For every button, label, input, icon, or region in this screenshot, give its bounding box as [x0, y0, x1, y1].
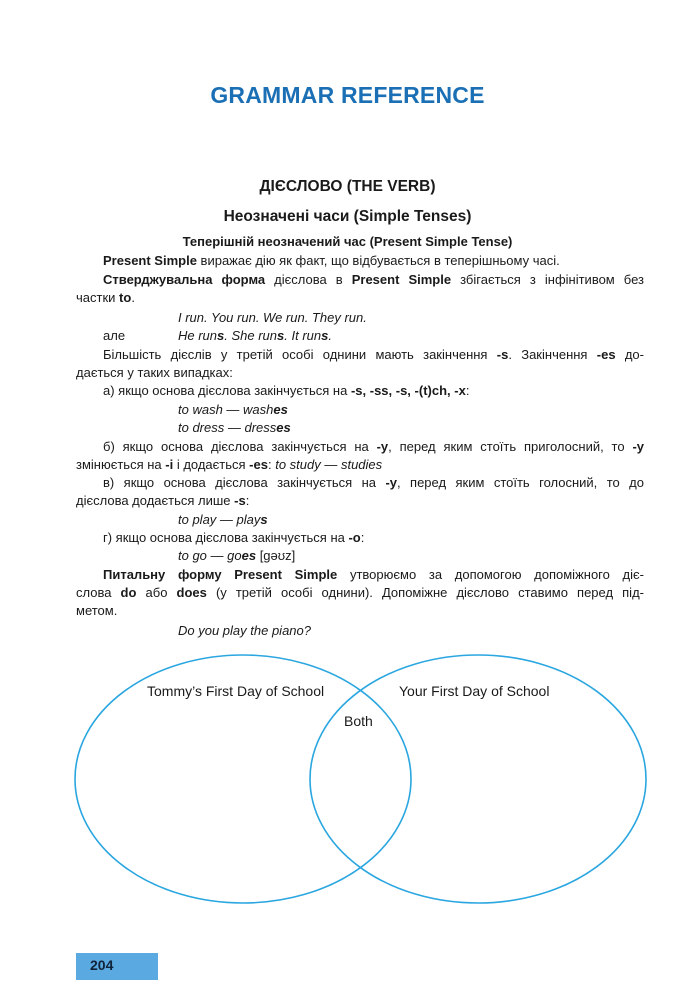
- ending: -es: [596, 347, 616, 362]
- text: to play — play: [178, 512, 261, 527]
- paragraph-present-simple: [103, 252, 560, 270]
- ending: es: [273, 402, 288, 417]
- ending: s: [277, 328, 285, 343]
- rule-d: [103, 529, 364, 547]
- paragraph-question-form-cont: [76, 584, 644, 602]
- text: збігається з інфінітивом без: [451, 272, 644, 287]
- example-question: Do you play the piano?: [178, 623, 311, 638]
- text: .: [131, 290, 135, 305]
- text: . She run: [224, 328, 278, 343]
- ending: -es: [249, 457, 268, 472]
- text: в) якщо основа дієслова закінчується на: [103, 475, 386, 490]
- example-line-1: I run. You run. We run. They run.: [178, 310, 367, 325]
- transcription: [gəʊz]: [256, 548, 296, 563]
- rule-a-example-2: [178, 419, 291, 437]
- text: дієслова в: [265, 272, 352, 287]
- text: г) якщо основа дієслова закінчується на: [103, 530, 349, 545]
- ending: -s: [496, 347, 509, 362]
- paragraph-third-person-cont: дається у таких випадках:: [76, 365, 233, 380]
- paragraph-question-form-end: метом.: [76, 603, 118, 618]
- ending: -y: [632, 439, 644, 454]
- rule-d-example: [178, 547, 295, 565]
- page-title: GRAMMAR REFERENCE: [210, 82, 485, 108]
- paragraph-affirmative-cont: [76, 289, 135, 307]
- term: do: [120, 585, 137, 600]
- rule-c-cont: [76, 492, 249, 510]
- text: б) якщо основа дієслова закінчується на: [103, 439, 377, 454]
- page-number-box: [76, 953, 158, 980]
- ending: -y: [376, 439, 389, 454]
- venn-right-label: Your First Day of School: [399, 683, 550, 699]
- ending: -y: [385, 475, 398, 490]
- term: does: [176, 585, 207, 600]
- term: Стверджувальна форма: [103, 272, 266, 287]
- topic-heading: Теперішній неозначений час (Present Simple Tense): [182, 234, 513, 249]
- ending: -s, -ss, -s, -(t)ch, -x: [350, 383, 466, 398]
- rule-c-example: [178, 511, 268, 529]
- text: to dress — dress: [178, 420, 277, 435]
- rule-b: [76, 438, 644, 456]
- text: виражає дію як факт, що відбувається в теперішньому часі.: [196, 253, 560, 268]
- paragraph-third-person: [76, 346, 644, 364]
- text: to wash — wash: [178, 402, 274, 417]
- text: частки: [76, 290, 120, 305]
- text: .: [328, 328, 332, 343]
- term: to: [119, 290, 132, 305]
- example: to study — studies: [275, 457, 383, 472]
- text: до-: [615, 347, 644, 362]
- paragraph-affirmative: [76, 271, 644, 289]
- text: :: [360, 530, 365, 545]
- section-heading: ДІЄСЛОВО (THE VERB): [259, 178, 436, 195]
- ending: s: [260, 512, 268, 527]
- venn-center-label: Both: [344, 713, 373, 729]
- example-line-2: [178, 327, 332, 345]
- text: а) якщо основа дієслова закінчується на: [103, 383, 351, 398]
- text: , перед яким стоїть голосний, то до: [397, 475, 644, 490]
- text: :: [245, 493, 250, 508]
- venn-diagram: [0, 650, 695, 920]
- text: to go — go: [178, 548, 242, 563]
- text: слова: [76, 585, 121, 600]
- text: . Закінчення: [508, 347, 597, 362]
- text: :: [267, 457, 276, 472]
- text: утворюємо за допомогою допоміжного діє-: [337, 567, 644, 582]
- text: і додається: [173, 457, 250, 472]
- ending: s: [321, 328, 329, 343]
- ending: -s: [234, 493, 246, 508]
- ending: s: [217, 328, 225, 343]
- text: He run: [178, 328, 218, 343]
- ending: es: [241, 548, 257, 563]
- text: дієслова додається лише: [76, 493, 235, 508]
- ending: es: [276, 420, 291, 435]
- ending: -i: [165, 457, 174, 472]
- text: :: [465, 383, 470, 398]
- text: Більшість дієслів у третій особі однини мають закінчення: [103, 347, 497, 362]
- text: змінюється на: [76, 457, 166, 472]
- rule-b-cont: [76, 456, 382, 474]
- ending: -o: [348, 530, 361, 545]
- rule-c: [76, 474, 644, 492]
- subsection-heading: Неозначені часи (Simple Tenses): [223, 208, 472, 225]
- paragraph-question-form: [76, 566, 644, 584]
- term: Present Simple: [103, 253, 197, 268]
- page-number: 204: [90, 957, 114, 973]
- rule-a-example-1: [178, 401, 288, 419]
- text: або: [136, 585, 177, 600]
- term: Present Simple: [351, 272, 452, 287]
- rule-a: [103, 382, 469, 400]
- term: Питальну форму Present Simple: [103, 567, 338, 582]
- text: , перед яким стоїть приголосний, то: [388, 439, 633, 454]
- text: . It run: [284, 328, 322, 343]
- example-label-but: але: [103, 328, 126, 343]
- text: (у третій особі однини). Допоміжне дієслово ставимо перед під-: [206, 585, 644, 600]
- venn-left-label: Tommy’s First Day of School: [147, 683, 325, 699]
